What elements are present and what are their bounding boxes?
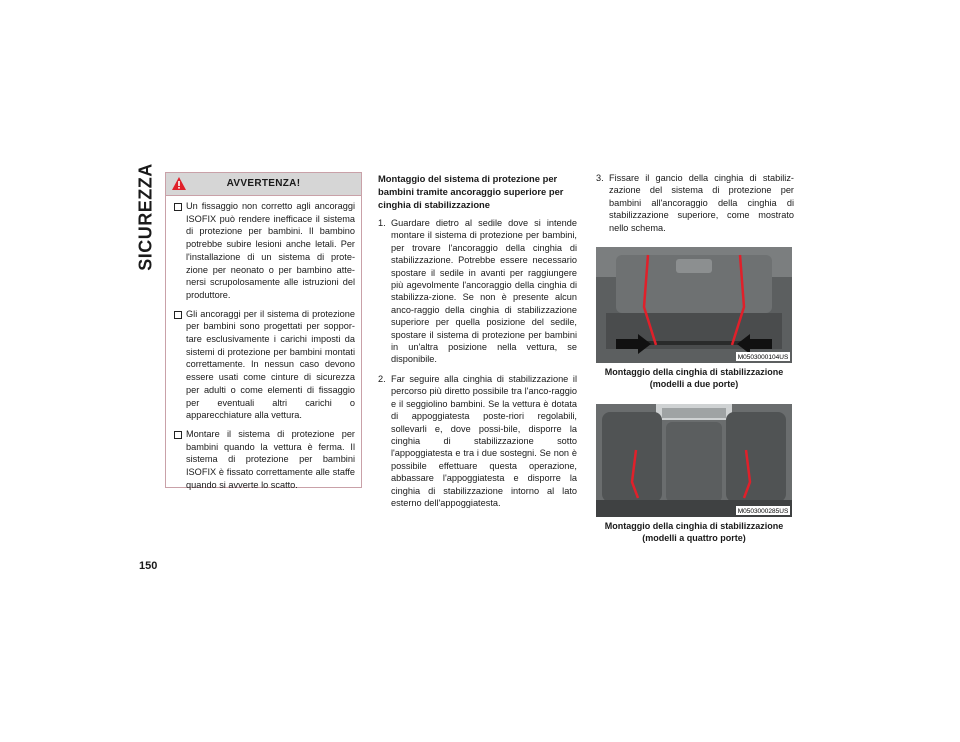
- warning-item-text: Gli ancoraggi per il sistema di protezione per bambini sono progettati per soppor-tare esclusivamente i carichi imposti da sistemi di protezione per bambini montati correttamente. In nessun caso devono essere usati come cinture di sicurezza per adulti o come elementi di fissaggio per eventuali altri carichi o apparecchiature alla vettura.: [186, 308, 355, 421]
- tether-strap-photo-four-door: [596, 404, 792, 517]
- step-text: Guardare dietro al sedile dove si intende montare il sistema di protezione per bambini, per trovare l'ancoraggio della cinghia di stabilizzazione. Potrebbe essere necessario spostare il sedile in avanti per raggiungere più agevolmente l'ancoraggio della cinghia di stabilizza-zione. Se non è presente alcun anco-raggio della cinghia di stabilizzazione superiore per quella posizione del sedile, spostare il sistema di protezione per bambini in un'altra posizione nella vettura, se disponibile.: [391, 218, 577, 365]
- warning-item: [174, 200, 355, 302]
- step-text: Fissare il gancio della cinghia di stabiliz-zazione del sistema di protezione per bambini all'ancoraggio della cinghia di stabilizzazione superiore, come mostrato nello schema.: [609, 173, 794, 233]
- section-title-text: SICUREZZA: [135, 163, 156, 271]
- step-number: 3.: [596, 173, 604, 183]
- square-bullet-icon: [174, 203, 182, 211]
- figure-two-door: [596, 247, 792, 390]
- figure-caption: [596, 367, 792, 390]
- warning-item-text: Montare il sistema di protezione per bambini quando la vettura è ferma. Il sistema di protezione per bambini ISOFIX è fissato correttamente alle staffe quando si avverte lo scatto.: [186, 428, 355, 490]
- figure-code: M0503000285US: [737, 508, 789, 515]
- figure-four-door: [596, 404, 792, 544]
- figure-caption-line: (modelli a quattro porte): [642, 532, 746, 543]
- procedure-step: [596, 172, 794, 234]
- square-bullet-icon: [174, 311, 182, 319]
- procedure-step: [378, 373, 577, 509]
- page-number: 150: [139, 560, 158, 572]
- figure-caption-line: Montaggio della cinghia di stabilizzazione: [604, 521, 784, 531]
- procedure-column: [378, 172, 577, 516]
- figure-caption-line: (modelli a due porte): [649, 378, 739, 389]
- warning-title: AVVERTENZA!: [226, 178, 301, 189]
- warning-item: [174, 428, 355, 492]
- step-number: 2.: [378, 373, 386, 384]
- warning-item-text: Un fissaggio non corretto agli ancoraggi ISOFIX può rendere inefficace il sistema di protezione per bambini. Il bambino potrebbe subire lesioni anche letali. Per l'installazione di un sistema di prote-zione per neonato o per bambino atte-nersi scrupolosamente alle istruzioni del produttore.: [186, 201, 355, 300]
- step-text: Far seguire alla cinghia di stabilizzazione il percorso più diretto possibile tra l'anco-raggio e il seggiolino bambini. Se la vettura è dotata di appoggiatesta poste-riori regolabili, sollevarli e, dove possi-bile, disporre la cinghia di stabilizzazione sotto l'appoggiatesta e tra i due sostegni. Se non è possibile effettuare questa operazione, abbassare l'appoggiatesta e disporre la cinghia di stabilizzazione intorno al lato esterno dell'appoggiatesta.: [391, 373, 577, 508]
- procedure-step: [378, 217, 577, 366]
- figure-code: M0503000104US: [737, 354, 789, 361]
- warning-list: [166, 196, 361, 491]
- warning-box: [165, 172, 362, 488]
- figure-caption-line: Montaggio della cinghia di stabilizzazione: [604, 367, 784, 377]
- step-number: 1.: [378, 218, 386, 228]
- section-side-title: [132, 163, 160, 271]
- warning-header: [166, 173, 361, 196]
- procedure-heading: Montaggio del sistema di protezione per bambini tramite ancoraggio superiore per cinghia di stabilizzazione: [378, 173, 564, 210]
- warning-item: [174, 308, 355, 422]
- procedure-column-right: [596, 172, 794, 241]
- tether-strap-photo-two-door: [596, 247, 792, 363]
- figure-caption: [596, 521, 792, 544]
- square-bullet-icon: [174, 431, 182, 439]
